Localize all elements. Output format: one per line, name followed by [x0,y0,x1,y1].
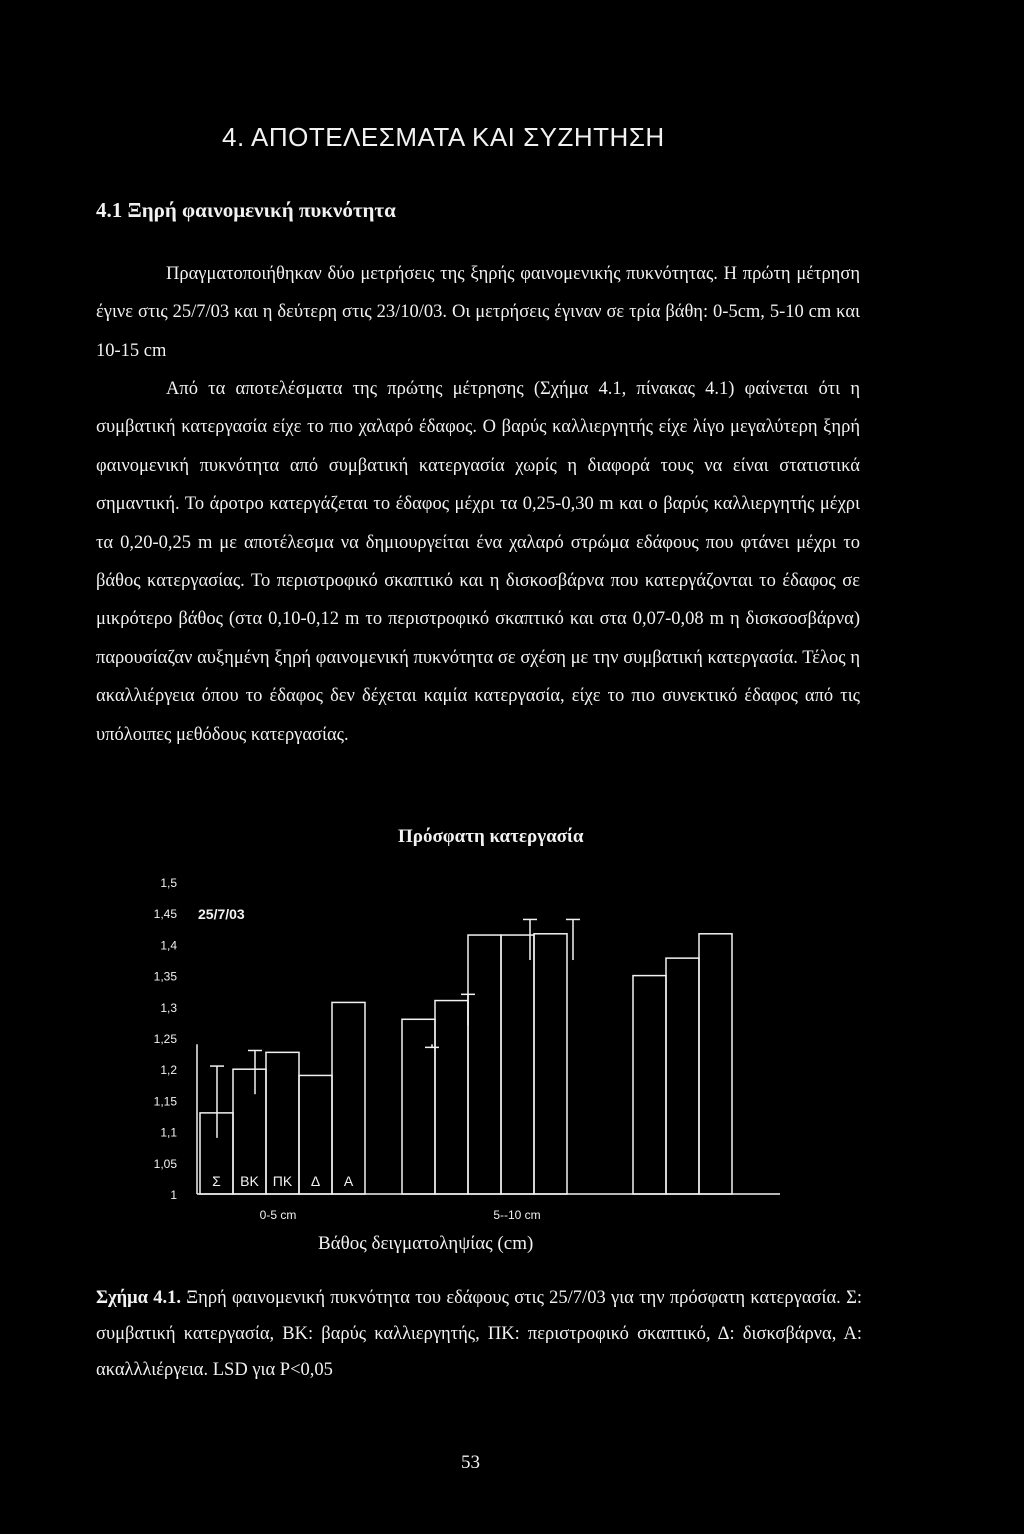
bar [435,1001,468,1194]
x-axis-label: Βάθος δειγματοληψίας (cm) [318,1233,534,1254]
y-tick-label: 1,45 [153,907,177,922]
y-tick-label: 1,5 [160,876,177,890]
bar-chart [120,860,820,1230]
page-number: 53 [461,1452,480,1473]
bar [332,1002,365,1194]
bar [468,935,501,1194]
figure-caption [96,1280,862,1388]
bar [534,934,567,1194]
y-tick-label: 1,15 [153,1094,177,1109]
caption-label: Σχήμα 4.1. [96,1288,181,1308]
group-label: 5--10 cm [493,1208,541,1222]
bar-label: ΒΚ [240,1173,259,1189]
bar [402,1019,435,1194]
y-tick-label: 1,1 [160,1125,177,1140]
subsection-heading: 4.1 Ξηρή φαινομενική πυκνότητα [96,198,396,222]
bar [666,958,699,1194]
bar [699,934,732,1194]
bar [633,976,666,1194]
section-heading: 4. ΑΠΟΤΕΛΕΣΜΑΤΑ ΚΑΙ ΣΥΖΗΤΗΣΗ [222,122,665,152]
y-tick-label: 1,3 [160,1000,177,1015]
y-tick-label: 1,4 [160,938,177,953]
bar-label: ΠΚ [272,1173,293,1189]
paragraph-1: Πραγματοποιήθηκαν δύο μετρήσεις της ξηρής φαινομενικής πυκνότητας. Η πρώτη μέτρηση έγινε στις 25/7/03 και η δεύτερη στις 23/10/03. Οι μετρήσεις έγιναν σε τρία βάθη: 0-5cm, 5-10 cm και 10-15 cm [96,264,860,361]
y-tick-label: 1,2 [160,1063,177,1078]
y-tick-label: 1,25 [153,1032,177,1046]
y-tick-label: 1 [170,1188,177,1202]
bar-label: Σ [212,1173,221,1189]
paragraph-2: Από τα αποτελέσματα της πρώτης μέτρησης (Σχήμα 4.1, πίνακας 4.1) φαίνεται ότι η συμβατική κατεργασία είχε το πιο χαλαρό έδαφος. Ο βαρύς καλλιεργητής είχε λίγο μεγαλύτερη ξηρή φαινομενική πυκνότητα από συμβατική κατεργασία χωρίς η διαφορά τους να είναι στατιστικά σημαντική. Το άροτρο κατεργάζεται το έδαφος μέχρι τα 0,25-0,30 m και ο βαρύς καλλιεργητής μέχρι τα 0,20-0,25 m με αποτέλεσμα να δημιουργείται ένα χαλαρό στρώμα εδάφους που φτάνει μέχρι το βάθος κατεργασίας. Το περιστροφικό σκαπτικό και η δισκοσβάρνα που κατεργάζονται το έδαφος σε μικρότερο βάθος (στα 0,10-0,12 m το περιστροφικό σκαπτικό και στα 0,07-0,08 m η δισκσοσβάρνα) παρουσίαζαν αυξημένη ξηρή φαινομενική πυκνότητα σε σχέση με την συμβατική κατεργασία. Τέλος η ακαλλιέργεια όπου το έδαφος δεν δέχεται καμία κατεργασία, είχε το πιο συνεκτικό έδαφος από τις υπόλοιπες μεθόδους κατεργασίας. [96,379,860,745]
bar-label: Δ [310,1173,321,1189]
y-tick-label: 1,05 [153,1156,177,1171]
caption-text: Ξηρή φαινομενική πυκνότητα του εδάφους στις 25/7/03 για την πρόσφατη κατεργασία. Σ: συμβατική κατεργασία, ΒΚ: βαρύς καλλιεργητής, ΠΚ: περιστροφικό σκαπτικό, Δ: δισκσβάρνα, Α: ακαλλλιέργεια. LSD για P<0,05 [96,1288,862,1380]
bar-label: Α [343,1173,354,1189]
group-label: 0-5 cm [259,1208,297,1222]
y-tick-label: 1,35 [153,969,177,984]
bar [501,935,534,1194]
chart-title: Πρόσφατη κατεργασία [398,826,584,847]
chart-annotation: 25/7/03 [198,906,245,923]
